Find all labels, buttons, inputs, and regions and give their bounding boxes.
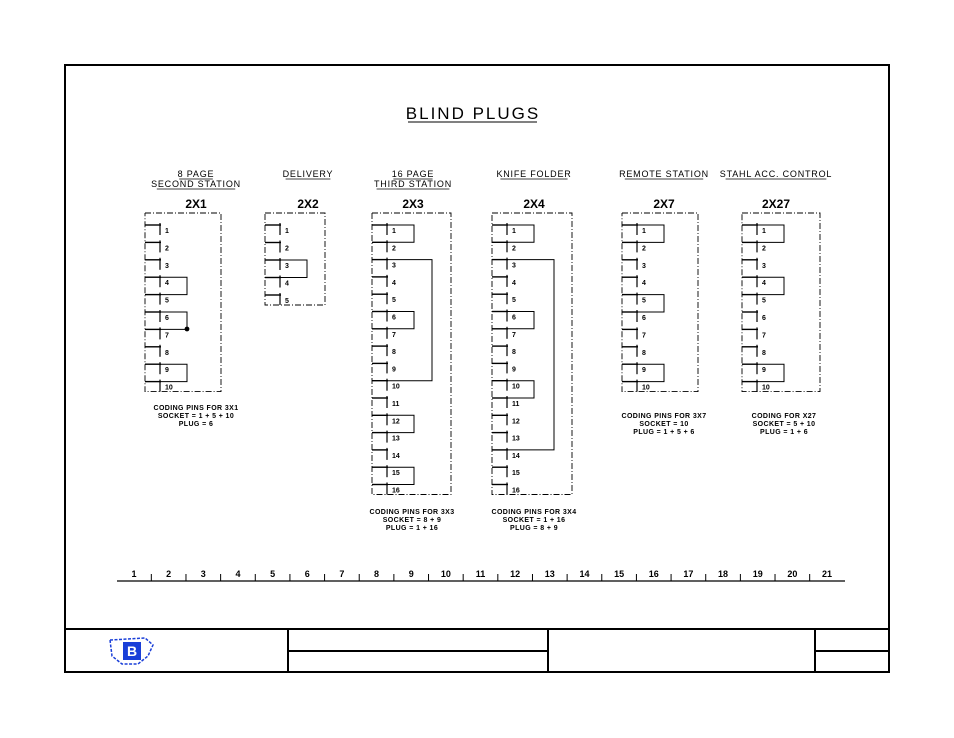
coding-note-line: SOCKET = 8 + 9 bbox=[382, 517, 442, 524]
coding-note-line: PLUG = 1 + 5 + 6 bbox=[633, 429, 695, 436]
pin-label: 3 bbox=[392, 262, 396, 270]
connector-2x7 bbox=[619, 169, 709, 436]
pin-label: 2 bbox=[392, 245, 396, 253]
pin-label: 11 bbox=[512, 401, 520, 408]
coding-note-line: CODING PINS FOR 3X3 bbox=[369, 509, 455, 516]
scale-number: 6 bbox=[304, 569, 310, 579]
scale-number: 7 bbox=[339, 569, 345, 579]
connector-id: 2X7 bbox=[653, 197, 675, 211]
pin-label: 2 bbox=[512, 245, 516, 253]
pin-label: 16 bbox=[512, 487, 520, 495]
title-block bbox=[65, 629, 889, 672]
connectors-group bbox=[145, 169, 832, 532]
pin-label: 6 bbox=[392, 314, 396, 322]
pin-label: 7 bbox=[165, 332, 169, 340]
pin-label: 10 bbox=[642, 384, 650, 392]
scale-number: 10 bbox=[440, 569, 451, 579]
connector-id: 2X1 bbox=[185, 197, 207, 211]
scale-number: 17 bbox=[683, 569, 694, 579]
pin-label: 5 bbox=[392, 297, 396, 305]
pin-label: 14 bbox=[512, 452, 520, 460]
pin-label: 9 bbox=[165, 367, 169, 375]
coding-note-line: CODING FOR X27 bbox=[751, 413, 817, 420]
pin-label: 3 bbox=[762, 262, 766, 270]
pin-label: 8 bbox=[642, 349, 646, 357]
pin-label: 1 bbox=[512, 228, 516, 235]
connector-id: 2X27 bbox=[761, 197, 791, 211]
pin-label: 3 bbox=[285, 263, 289, 270]
pin-label: 15 bbox=[512, 470, 520, 478]
pin-label: 11 bbox=[392, 401, 400, 408]
pin-label: 8 bbox=[762, 349, 766, 357]
scale-number: 18 bbox=[718, 569, 729, 579]
connector-header-line: STAHL ACC. CONTROL bbox=[719, 169, 833, 179]
connector-housing bbox=[265, 213, 325, 305]
scale-number: 9 bbox=[408, 569, 414, 579]
connector-housing bbox=[492, 213, 572, 495]
scale-number: 2 bbox=[166, 569, 172, 579]
scale-number: 8 bbox=[374, 569, 380, 579]
connector-2x2 bbox=[265, 169, 333, 305]
pin-label: 13 bbox=[512, 435, 520, 443]
pin-label: 12 bbox=[392, 418, 400, 426]
pin-label: 5 bbox=[165, 297, 169, 305]
pin-label: 4 bbox=[762, 280, 766, 288]
scale-number: 4 bbox=[235, 569, 241, 579]
pin-label: 1 bbox=[392, 228, 396, 235]
pin-label: 6 bbox=[512, 314, 516, 322]
pin-label: 7 bbox=[512, 331, 516, 339]
connector-id: 2X2 bbox=[297, 197, 319, 211]
junction-dot bbox=[185, 327, 190, 332]
pin-label: 3 bbox=[165, 262, 169, 270]
pin-label: 5 bbox=[512, 297, 516, 305]
pin-label: 8 bbox=[392, 349, 396, 357]
coding-note-line: PLUG = 1 + 6 bbox=[760, 429, 808, 436]
connector-id: 2X3 bbox=[402, 197, 424, 211]
coding-note-line: SOCKET = 5 + 10 bbox=[752, 421, 816, 428]
pin-label: 10 bbox=[392, 383, 400, 391]
pin-label: 9 bbox=[642, 367, 646, 375]
scale-bar bbox=[131, 569, 832, 581]
pin-label: 4 bbox=[165, 280, 169, 288]
pin-label: 5 bbox=[642, 297, 646, 305]
pin-label: 3 bbox=[512, 262, 516, 270]
pin-label: 10 bbox=[165, 384, 173, 392]
company-logo bbox=[110, 638, 153, 664]
pin-label: 2 bbox=[285, 245, 289, 253]
coding-note-line: SOCKET = 1 + 5 + 10 bbox=[157, 413, 235, 420]
pin-label: 16 bbox=[392, 487, 400, 495]
connector-housing bbox=[372, 213, 451, 495]
coding-note-line: CODING PINS FOR 3X1 bbox=[153, 405, 239, 412]
pin-label: 10 bbox=[512, 383, 520, 391]
pin-label: 15 bbox=[392, 470, 400, 478]
coding-note-line: SOCKET = 1 + 16 bbox=[502, 517, 566, 524]
scale-number: 11 bbox=[475, 569, 486, 579]
scale-number: 13 bbox=[544, 569, 555, 579]
connector-2x3 bbox=[369, 169, 454, 532]
pin-label: 2 bbox=[165, 245, 169, 253]
scale-number: 15 bbox=[614, 569, 625, 579]
scale-number: 5 bbox=[270, 569, 276, 579]
connector-id: 2X4 bbox=[523, 197, 545, 211]
connector-2x27 bbox=[720, 169, 832, 436]
pin-label: 1 bbox=[285, 228, 289, 235]
pin-label: 2 bbox=[762, 245, 766, 253]
coding-note-line: SOCKET = 10 bbox=[639, 421, 689, 428]
pin-label: 8 bbox=[512, 349, 516, 357]
pin-label: 14 bbox=[392, 452, 400, 460]
pin-label: 4 bbox=[642, 280, 646, 288]
scale-number: 19 bbox=[752, 569, 763, 579]
pin-label: 4 bbox=[285, 280, 289, 288]
pin-label: 1 bbox=[642, 228, 646, 235]
connector-header-line: 8 PAGE bbox=[177, 169, 215, 179]
coding-note-line: CODING PINS FOR 3X4 bbox=[491, 509, 577, 516]
coding-note-line: CODING PINS FOR 3X7 bbox=[621, 413, 707, 420]
scale-number: 1 bbox=[131, 569, 137, 579]
connector-header-line: SECOND STATION bbox=[151, 179, 241, 189]
pin-label: 9 bbox=[762, 367, 766, 375]
pin-label: 13 bbox=[392, 435, 400, 443]
connector-2x4 bbox=[491, 169, 576, 532]
pin-label: 7 bbox=[392, 331, 396, 339]
pin-label: 10 bbox=[762, 384, 770, 392]
connector-header-line: REMOTE STATION bbox=[619, 169, 709, 179]
pin-label: 2 bbox=[642, 245, 646, 253]
pin-label: 4 bbox=[392, 279, 396, 287]
scale-number: 16 bbox=[648, 569, 659, 579]
pin-label: 6 bbox=[762, 315, 766, 322]
scale-number: 20 bbox=[787, 569, 798, 579]
pin-label: 5 bbox=[762, 297, 766, 305]
scale-number: 3 bbox=[200, 569, 206, 579]
coding-note-line: PLUG = 6 bbox=[178, 421, 214, 428]
pin-label: 4 bbox=[512, 279, 516, 287]
pin-label: 3 bbox=[642, 262, 646, 270]
connector-header-line: THIRD STATION bbox=[373, 179, 453, 189]
coding-note-line: PLUG = 1 + 16 bbox=[385, 525, 439, 532]
logo-letter: B bbox=[126, 643, 138, 659]
connector-2x1 bbox=[145, 169, 241, 428]
pin-label: 8 bbox=[165, 349, 169, 357]
scale-number: 12 bbox=[510, 569, 521, 579]
pin-label: 6 bbox=[165, 315, 169, 322]
scale-number: 14 bbox=[579, 569, 590, 579]
pin-label: 6 bbox=[642, 315, 646, 322]
pin-label: 9 bbox=[392, 366, 396, 374]
pin-label: 12 bbox=[512, 418, 520, 426]
coding-note-line: PLUG = 8 + 9 bbox=[510, 525, 558, 532]
pin-label: 5 bbox=[285, 298, 289, 305]
pin-label: 9 bbox=[512, 366, 516, 374]
pin-label: 1 bbox=[165, 228, 169, 235]
scale-number: 21 bbox=[821, 569, 833, 579]
connector-header-line: DELIVERY bbox=[282, 169, 334, 179]
connector-header-line: KNIFE FOLDER bbox=[496, 169, 572, 179]
page-title: BLIND PLUGS bbox=[405, 104, 541, 123]
pin-label: 7 bbox=[762, 332, 766, 340]
pin-label: 7 bbox=[642, 332, 646, 340]
connector-header-line: 16 PAGE bbox=[391, 169, 435, 179]
pin-label: 1 bbox=[762, 228, 766, 235]
